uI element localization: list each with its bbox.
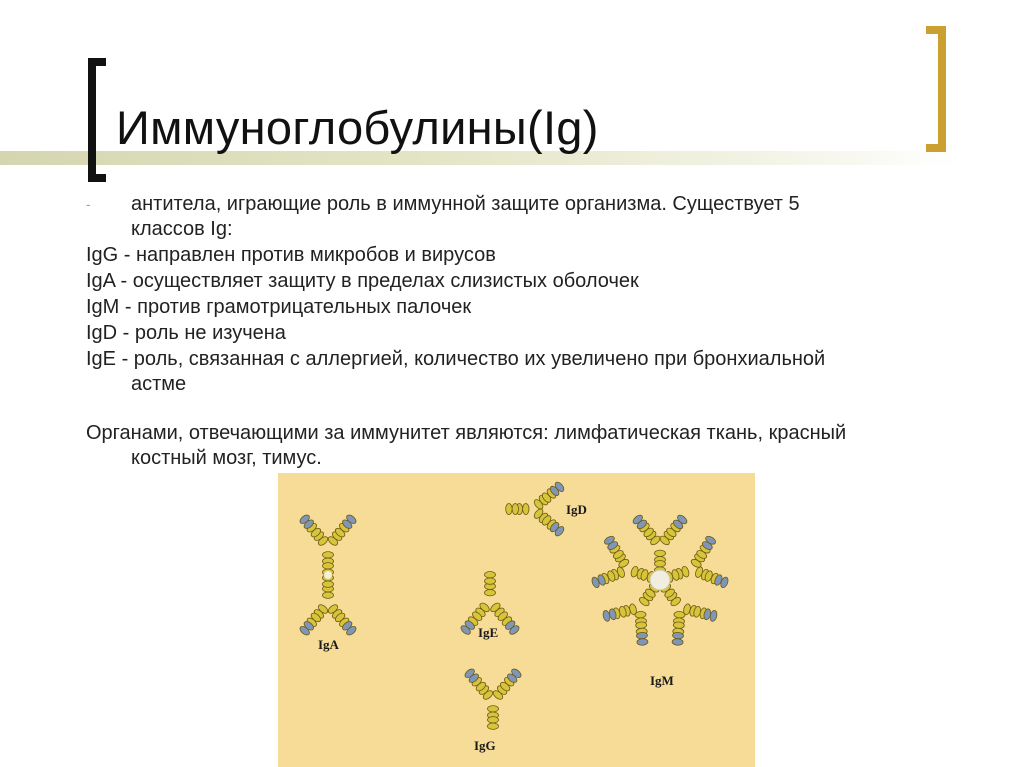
left-bracket-decoration	[88, 58, 106, 182]
j-chain	[324, 571, 332, 579]
heavy-chain-domain	[655, 550, 666, 556]
iga-label: IgA	[318, 637, 339, 652]
class-item-igg	[86, 243, 976, 268]
iga-molecule	[298, 513, 357, 636]
slide-body	[86, 192, 976, 472]
heavy-chain-domain	[506, 504, 512, 515]
class-item-ige	[86, 347, 976, 397]
class-item-iga	[86, 269, 976, 294]
heavy-chain-domain	[488, 706, 499, 712]
igm-molecule	[591, 514, 730, 646]
ige-label: IgE	[478, 625, 499, 640]
heavy-chain-domain	[512, 504, 518, 515]
heavy-chain-domain	[488, 723, 499, 729]
immunoglobulin-figure	[278, 473, 755, 767]
heavy-chain-domain	[323, 581, 334, 587]
heavy-chain-domain	[655, 561, 666, 567]
class-text: IgA - осуществляет защиту в пределах слизистых оболочек	[86, 270, 639, 292]
bullet-dash-icon: -	[86, 196, 91, 212]
intro-line-1: антитела, играющие роль в иммунной защите организма. Существует 5	[131, 193, 800, 215]
igg-label: IgG	[474, 738, 496, 753]
organs-paragraph	[86, 421, 976, 471]
heavy-chain-domain	[323, 552, 334, 558]
heavy-chain-domain	[488, 717, 499, 723]
igm-center-j-chain	[650, 570, 670, 590]
class-text: IgG - направлен против микробов и вирусов	[86, 244, 496, 266]
heavy-chain-domain	[323, 563, 334, 569]
light-chain-domain	[637, 638, 648, 645]
heavy-chain-domain	[523, 504, 529, 515]
organs-line-1: Органами, отвечающими за иммунитет являются: лимфатическая ткань, красный	[86, 422, 847, 444]
heavy-chain-domain	[485, 590, 496, 596]
organs-line-2: костный мозг, тимус.	[131, 447, 322, 469]
immunoglobulin-diagram	[278, 473, 755, 767]
right-bracket-decoration	[926, 26, 946, 152]
intro-paragraph	[86, 192, 976, 242]
class-text: IgE - роль, связанная с аллергией, количество их увеличено при бронхиальной	[86, 348, 826, 370]
light-chain-domain	[672, 638, 683, 645]
class-text-continued: астме	[131, 373, 187, 395]
class-item-igm	[86, 295, 976, 320]
igd-label: IgD	[566, 502, 587, 517]
igg-molecule	[463, 667, 522, 729]
class-text: IgD - роль не изучена	[86, 322, 286, 344]
heavy-chain-domain	[485, 572, 496, 578]
class-item-igd	[86, 321, 976, 346]
intro-line-2: классов Ig:	[131, 218, 233, 240]
class-text: IgM - против грамотрицательных палочек	[86, 296, 472, 318]
slide-title: Иммуноглобулины(Ig)	[116, 101, 599, 154]
heavy-chain-domain	[485, 578, 496, 584]
igm-label: IgM	[650, 673, 674, 688]
igd-molecule	[506, 481, 566, 538]
heavy-chain-domain	[323, 592, 334, 598]
